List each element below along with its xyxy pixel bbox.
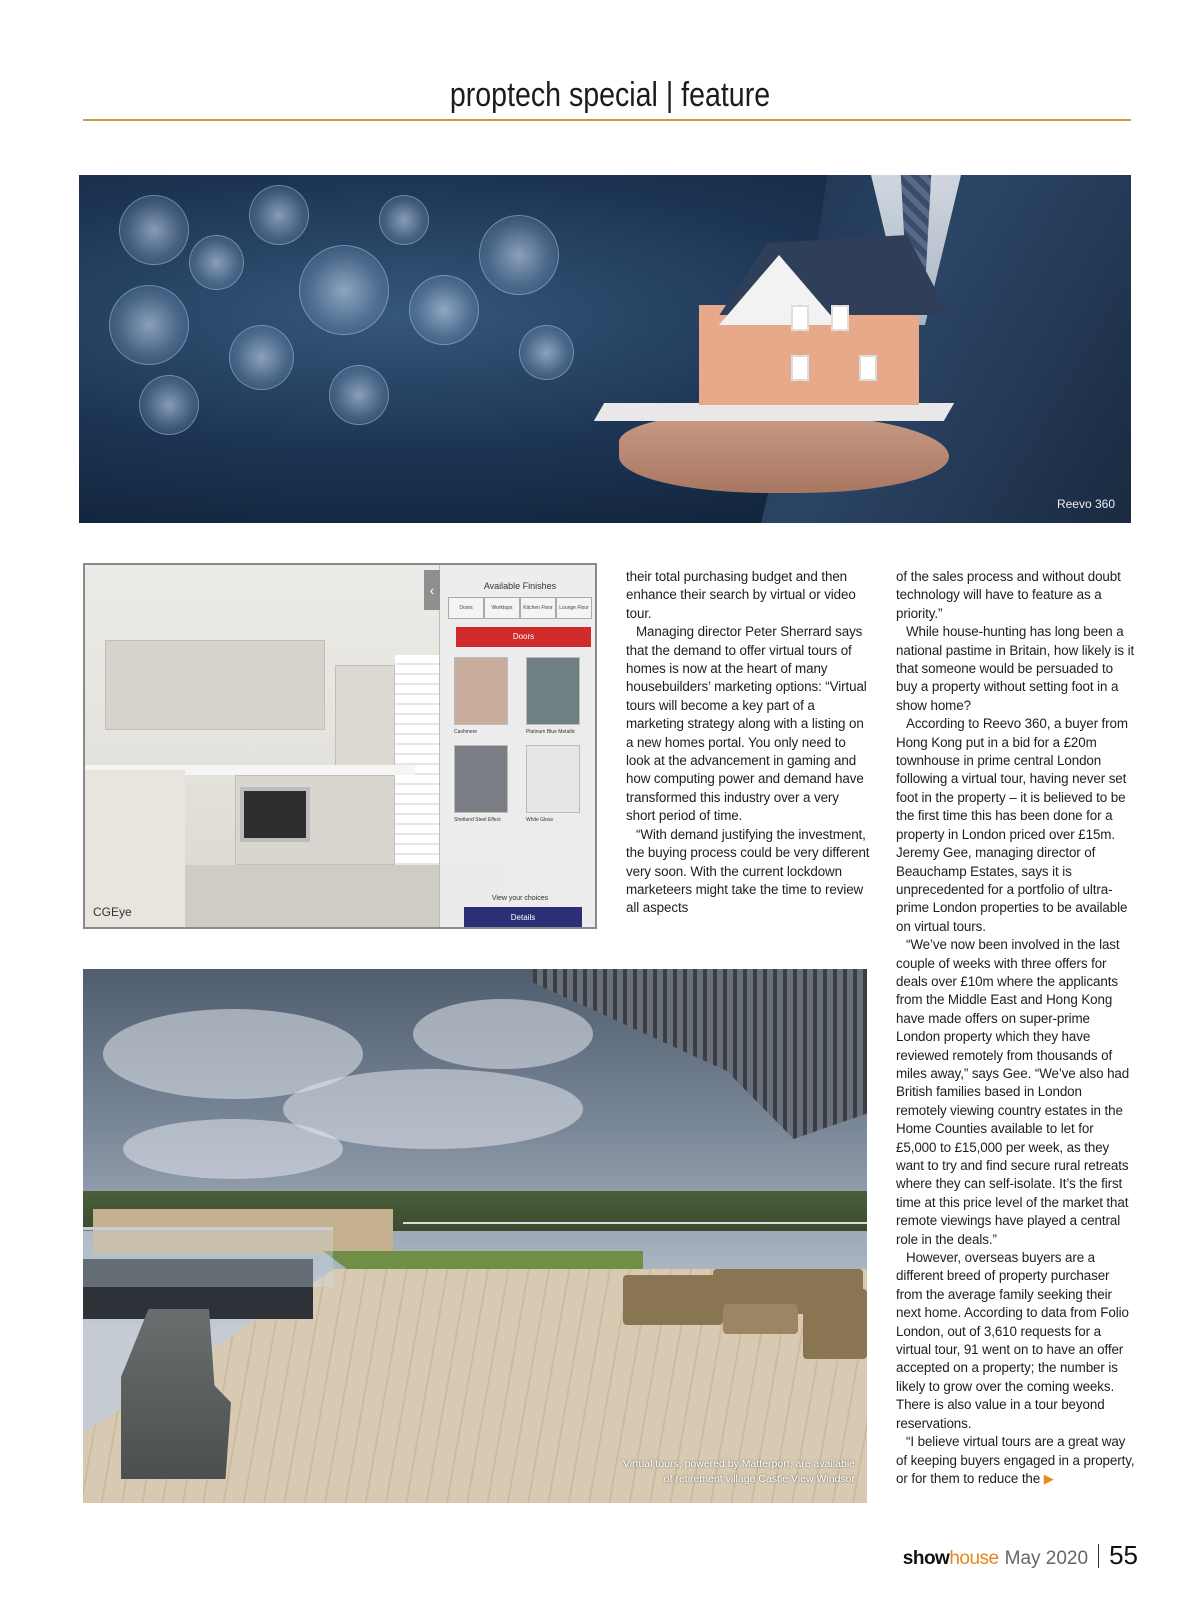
article-column-3 [896, 568, 1136, 1488]
tab-worktops[interactable]: Worktops [484, 597, 520, 619]
finishes-tabs [448, 597, 592, 619]
footer-divider [1098, 1544, 1099, 1568]
paragraph: “With demand justifying the investment, the buying process could be very different very soon. With the current lockdown marketeers might take the time to review all aspects [626, 826, 870, 916]
bokeh-light [229, 325, 294, 390]
paragraph: their total purchasing budget and then enhance their search by virtual or video tour. [626, 569, 856, 621]
swatch-white-gloss[interactable] [526, 745, 580, 813]
paragraph-text: “I believe virtual tours are a great way of keeping buyers engaged in a property, or for them to reduce the [896, 1434, 1135, 1486]
caption-line: of retirement village Castle View Windsor [663, 1473, 855, 1485]
article-column-2 [626, 568, 871, 918]
bokeh-light [329, 365, 389, 425]
paragraph: However, overseas buyers are a different breed of property purchaser from the average family seeking their next home. According to data from Folio London, out of 3,610 requests for a virtual tour, 91 went on to have an offer accepted on a property; the number is likely to grow over the coming weeks. There is also value in a tour beyond reservations. [896, 1250, 1129, 1431]
house-window [831, 305, 849, 331]
paragraph: According to Reevo 360, a buyer from Hong Kong put in a bid for a £20m townhouse in prime central London following a virtual tour, having never set foot in the property – it is believed to be the first time this has been done for a property in London priced over £15m. Jeremy Gee, managing director of Beauchamp Estates, says it is unprecedented for a portfolio of ultra-prime London properties to be available on virtual tours. [896, 716, 1128, 934]
finishes-title: Available Finishes [483, 581, 557, 591]
house-window [859, 355, 877, 381]
bokeh-light [519, 325, 574, 380]
swatch-label: Platinum Blue Metallic [526, 729, 576, 735]
bokeh-light [189, 235, 244, 290]
selected-category-bar[interactable]: Doors [456, 627, 591, 647]
glass-railing [83, 1227, 333, 1287]
issue-date: May 2020 [1004, 1548, 1089, 1569]
house-base [594, 403, 954, 421]
details-button[interactable]: Details [464, 907, 582, 929]
kitchen-image [83, 563, 597, 929]
bokeh-light [109, 285, 189, 365]
terrace-caption [535, 1457, 855, 1487]
paragraph: Managing director Peter Sherrard says that the demand to offer virtual tours of homes is now at the heart of many housebuilders’ marketing options: “Virtual tours will become a key part of a marketing strategy along with a listing on a new homes portal. You only need to look at the advancement in gaming and how computing power and demand have transformed this industry over a very short period of time. [626, 624, 867, 824]
header-rule [83, 119, 1131, 121]
oven [240, 787, 310, 842]
bokeh-light [119, 195, 189, 265]
glass-railing [403, 1222, 867, 1252]
bokeh-light [479, 215, 559, 295]
bokeh-light [139, 375, 199, 435]
swatch-cashmere[interactable] [454, 657, 508, 725]
bokeh-light [249, 185, 309, 245]
house-window [791, 355, 809, 381]
cloud [123, 1119, 343, 1179]
paragraph: of the sales process and without doubt technology will have to feature as a priority.” [896, 569, 1121, 621]
section-header: proptech special | feature [449, 76, 771, 114]
tab-doors[interactable]: Doors [448, 597, 484, 619]
hero-photo-credit: Reevo 360 [1056, 497, 1115, 511]
cloud [413, 999, 593, 1069]
page-number: 55 [1109, 1540, 1138, 1570]
wall-cabinets [105, 640, 325, 730]
swatch-platinum-blue[interactable] [526, 657, 580, 725]
collapse-panel-icon[interactable]: ‹ [424, 570, 440, 610]
finishes-panel [429, 565, 597, 929]
terrace-image [83, 969, 867, 1503]
bokeh-light [299, 245, 389, 335]
paragraph [896, 1433, 1136, 1488]
tab-lounge-floor[interactable]: Lounge Floor [556, 597, 592, 619]
paragraph: While house-hunting has long been a national pastime in Britain, how likely is it that someone would be persuaded to buy a property without setting foot in a show home? [896, 624, 1135, 713]
rattan-sofa [623, 1275, 723, 1325]
view-choices-label: View your choices [491, 895, 549, 902]
continue-arrow-icon: ▶ [1043, 1470, 1054, 1486]
brand-house: house [949, 1548, 999, 1569]
brand-show: show [902, 1548, 950, 1569]
kitchen-photo-credit: CGEye [93, 905, 132, 919]
rattan-chair [803, 1289, 867, 1359]
page-footer [903, 1540, 1138, 1571]
swatch-shetland-steel[interactable] [454, 745, 508, 813]
rattan-table [723, 1304, 798, 1334]
hero-image [79, 175, 1131, 523]
bokeh-light [379, 195, 429, 245]
paragraph: “We’ve now been involved in the last couple of weeks with three offers for deals over £10m where the applicants from the Middle East and Hong Kong have made offers on super-prime London property which they have reviewed remotely from thousands of miles away,” says Gee. “We’ve also had British families based in London remotely viewing country estates in the Home Counties available to let for £5,000 to £15,000 per week, as they want to try and find secure rural retreats where they can self-isolate. It’s the first time at this price level of the market that remote viewings have played a central role in the deals.” [896, 937, 1130, 1247]
swatch-label: Shetland Steel Effect [454, 817, 501, 823]
swatch-label: White Gloss [526, 817, 553, 823]
tab-kitchen-floor[interactable]: Kitchen Floor [520, 597, 556, 619]
caption-line: Virtual tours, powered by Matterport, are available [622, 1458, 855, 1470]
pergola [533, 969, 867, 1139]
house-window [791, 305, 809, 331]
bokeh-light [409, 275, 479, 345]
wicker-armchair [121, 1309, 231, 1479]
swatch-label: Cashmere [454, 729, 478, 735]
